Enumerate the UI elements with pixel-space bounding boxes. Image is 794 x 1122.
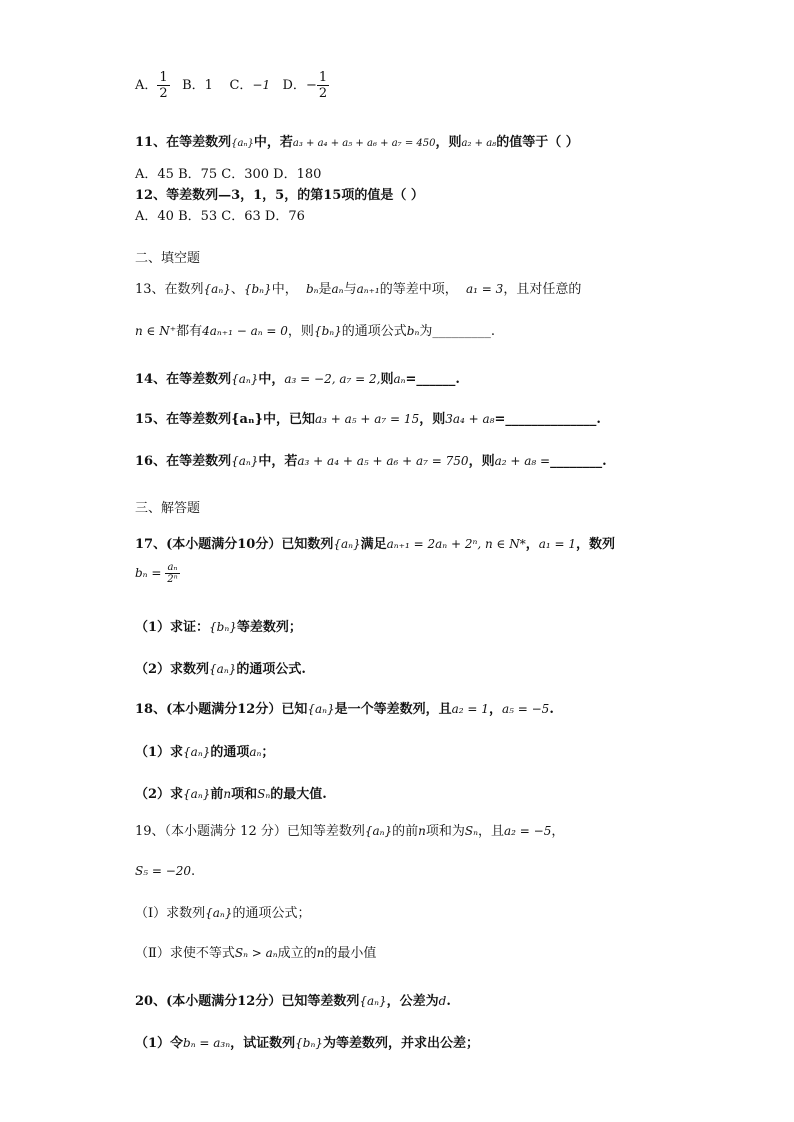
q10-options: A． $\frac{1}{2}$ B．1 C．−1 D．− $\frac{1}{2}$: [135, 70, 328, 101]
q10-opt-c-label: C．: [229, 78, 253, 93]
q10-opt-d-fraction: $\frac{1}{2}$: [318, 70, 328, 101]
q19-part2: （Ⅱ）求使不等式Sₙ > aₙ成立的n的最小值: [135, 946, 377, 961]
q10-opt-c-value: −1: [252, 78, 271, 92]
q18-part1: （1）求{aₙ}的通项aₙ；: [135, 745, 275, 760]
q10-opt-a-label: A．: [135, 78, 158, 93]
q20-part1: （1）令bₙ = a₃ₙ，试证数列{bₙ}为等差数列，并求出公差；: [135, 1036, 479, 1051]
q17-part1: （1）求证：{bₙ}等差数列；: [135, 620, 302, 635]
q18-part2: （2）求{aₙ}前n项和Sₙ的最大值.: [135, 787, 327, 802]
q10-opt-d-label: D．: [282, 78, 306, 93]
q17-bn-def: bₙ = $\frac{\text{aₙ}}{\text{2ⁿ}}$: [135, 562, 178, 585]
q12-stem: 12、等差数列—3，1，5，的第15项的值是（ ）: [135, 188, 424, 203]
q13-line2: n ∈ N⁺都有4aₙ₊₁ − aₙ = 0，则{bₙ}的通项公式bₙ为_________.: [135, 324, 495, 339]
section-fill-blank-heading: 二、填空题: [135, 251, 201, 266]
q18-stem: 18、(本小题满分12分）已知{aₙ}是一个等差数列，且a₂ = 1，a₅ = −5.: [135, 702, 554, 717]
q11-options: A．45 B．75 C．300 D．180: [135, 167, 322, 182]
q11-stem: 11、在等差数列{aₙ}中，若a₃ + a₄ + a₅ + a₆ + a₇ = 450，则a₂ + a₈的值等于（ ）: [135, 135, 579, 150]
q15-stem: 15、在等差数列{aₙ}中，已知a₃ + a₅ + a₇ = 15，则3a₄ + a₈=______________.: [135, 412, 601, 427]
q20-stem: 20、(本小题满分12分）已知等差数列{aₙ}，公差为d.: [135, 994, 451, 1009]
q17-part2: （2）求数列{aₙ}的通项公式.: [135, 662, 306, 677]
q16-stem: 16、在等差数列{aₙ}中，若a₃ + a₄ + a₅ + a₆ + a₇ = 750，则a₂ + a₈ =________.: [135, 454, 607, 469]
section-solution-heading: 三、解答题: [135, 501, 201, 516]
q14-stem: 14、在等差数列{aₙ}中，a₃ = −2, a₇ = 2,则aₙ=______.: [135, 372, 460, 387]
q13-line1: 13、在数列{aₙ}、{bₙ}中， bₙ是aₙ与aₙ₊₁的等差中项， a₁ = 3，且对任意的: [135, 282, 582, 297]
q10-opt-b: B．1: [182, 78, 213, 93]
q17-stem: 17、(本小题满分10分）已知数列{aₙ}满足aₙ₊₁ = 2aₙ + 2ⁿ, n ∈ N*，a₁ = 1，数列: [135, 537, 616, 552]
q19-part1: （Ⅰ）求数列{aₙ}的通项公式；: [135, 906, 311, 921]
q19-line1: 19、（本小题满分 12 分）已知等差数列{aₙ}的前n项和为Sₙ，且a₂ = −5，: [135, 824, 565, 839]
q10-opt-a-fraction: $\frac{1}{2}$: [159, 70, 168, 101]
q12-options: A．40 B．53 C．63 D．76: [135, 209, 305, 224]
q19-line2: S₅ = −20.: [135, 864, 196, 879]
